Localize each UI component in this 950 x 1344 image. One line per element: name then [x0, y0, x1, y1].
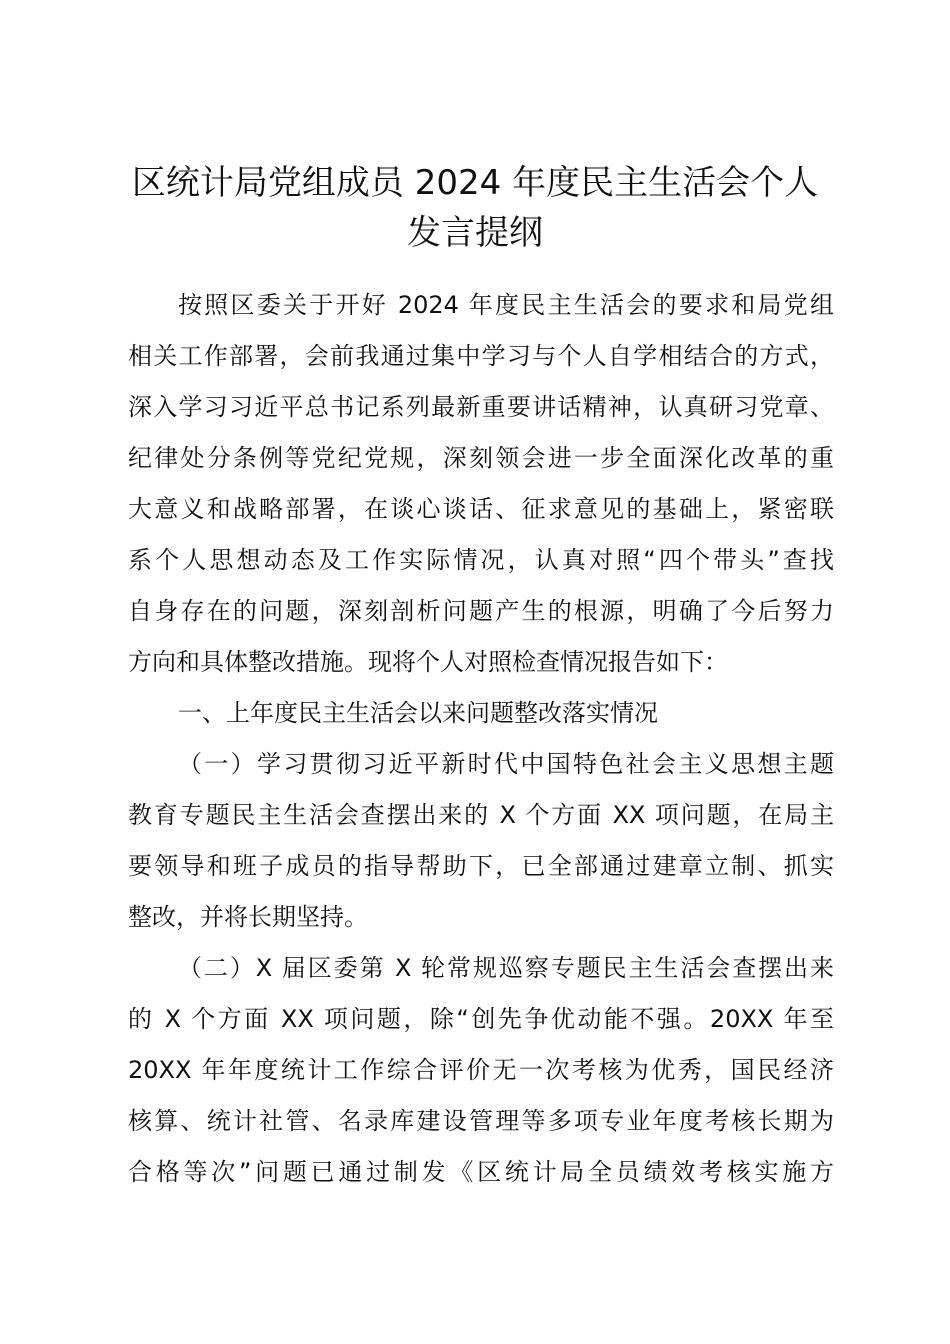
paragraph-line: 核算、统计社管、名录库建设管理等多项专业年度考核长期为 [128, 1107, 834, 1135]
paragraph-line: 20XX 年年度统计工作综合评价无一次考核为优秀，国民经济 [128, 1056, 834, 1084]
paragraph-line: 方向和具体整改措施。现将个人对照检查情况报告如下： [128, 648, 728, 676]
paragraph-line: 纪律处分条例等党纪党规，深刻领会进一步全面深化改革的重 [128, 444, 834, 472]
paragraph-line: 教育专题民主生活会查摆出来的 X 个方面 XX 项问题，在局主 [128, 801, 834, 829]
paragraph-line: 深入学习习近平总书记系列最新重要讲话精神，认真研习党章、 [128, 393, 834, 421]
paragraph-line: 相关工作部署，会前我通过集中学习与个人自学相结合的方式， [128, 342, 834, 370]
title-line-2: 发言提纲 [407, 213, 543, 253]
paragraph-line: 大意义和战略部署，在谈心谈话、征求意见的基础上，紧密联 [128, 495, 834, 523]
paragraph-line: 系个人思想动态及工作实际情况，认真对照“四个带头”查找 [128, 546, 834, 574]
paragraph-line: （一）学习贯彻习近平新时代中国特色社会主义思想主题 [178, 750, 834, 778]
document-title [120, 158, 830, 258]
paragraph-line: 要领导和班子成员的指导帮助下，已全部通过建章立制、抓实 [128, 852, 834, 880]
paragraph-line: 整改，并将长期坚持。 [128, 903, 368, 931]
paragraph-line: 自身存在的问题，深刻剖析问题产生的根源，明确了今后努力 [128, 597, 834, 625]
document-body [128, 280, 834, 1198]
paragraph-line: 的 X 个方面 XX 项问题，除“创先争优动能不强。20XX 年至 [128, 1005, 834, 1033]
paragraph-line: 合格等次”问题已通过制发《区统计局全员绩效考核实施方 [128, 1158, 834, 1186]
paragraph-line: （二）X 届区委第 X 轮常规巡察专题民主生活会查摆出来 [178, 954, 834, 982]
section-heading: 一、上年度民主生活会以来问题整改落实情况 [178, 699, 658, 727]
paragraph-line: 按照区委关于开好 2024 年度民主生活会的要求和局党组 [178, 291, 834, 319]
title-line-1: 区统计局党组成员 2024 年度民主生活会个人 [131, 163, 819, 203]
